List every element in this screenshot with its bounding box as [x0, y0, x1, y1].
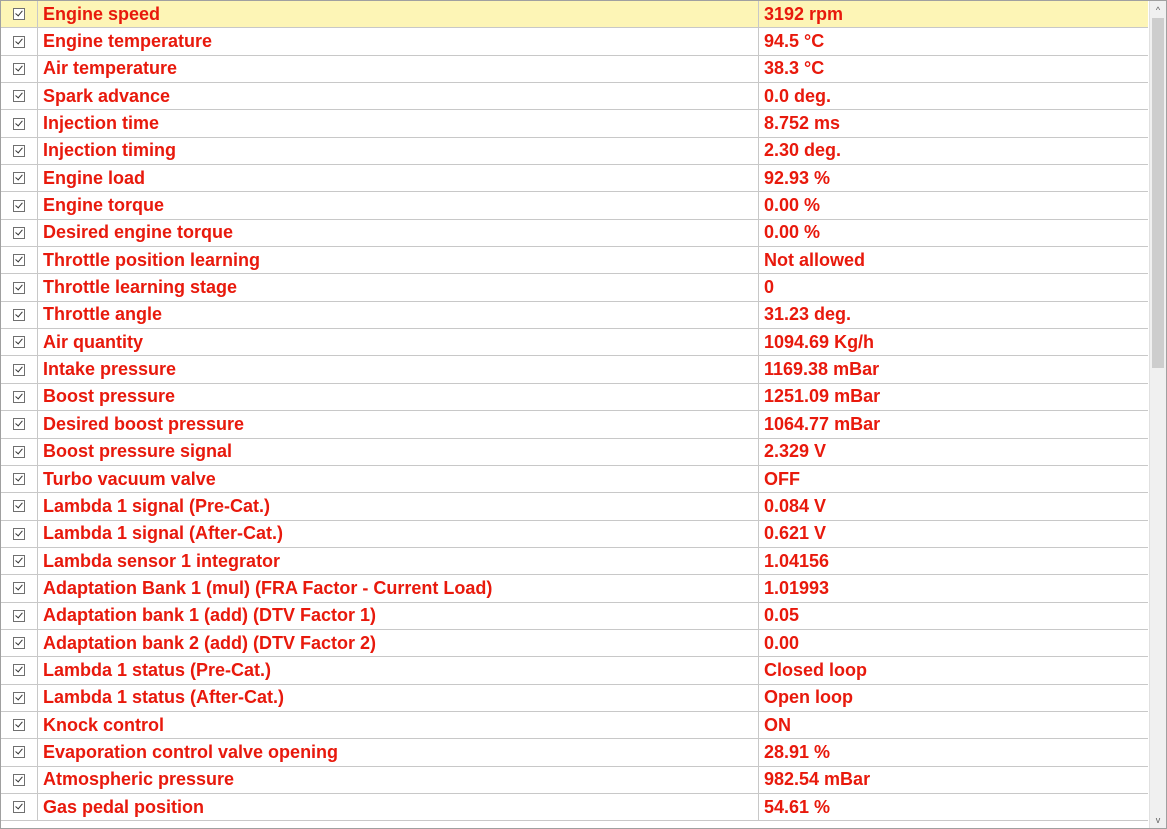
row-checkbox[interactable]: [1, 356, 38, 382]
checkbox-checked-icon: [13, 473, 25, 485]
table-row[interactable]: [1, 1, 1148, 28]
checkbox-checked-icon: [13, 664, 25, 676]
parameter-value: 2.329 V: [764, 441, 827, 462]
parameter-name: Throttle position learning: [38, 247, 759, 273]
parameter-value: 54.61 %: [764, 796, 831, 817]
parameter-grid: [1, 1, 1148, 828]
row-checkbox[interactable]: [1, 110, 38, 136]
checkbox-checked-icon: [13, 254, 25, 266]
checkbox-checked-icon: [13, 582, 25, 594]
table-row[interactable]: [1, 548, 1148, 575]
row-checkbox[interactable]: [1, 165, 38, 191]
row-checkbox[interactable]: [1, 439, 38, 465]
table-row[interactable]: [1, 657, 1148, 684]
table-row[interactable]: [1, 493, 1148, 520]
table-row[interactable]: [1, 767, 1148, 794]
parameter-value: 1094.69 Kg/h: [764, 331, 875, 352]
parameter-name: Lambda 1 signal (Pre-Cat.): [38, 493, 759, 519]
parameter-value: ON: [764, 714, 791, 735]
row-checkbox[interactable]: [1, 575, 38, 601]
parameter-value: 0.00 %: [764, 222, 821, 243]
parameter-value: 92.93 %: [764, 167, 831, 188]
parameter-name: Injection time: [38, 110, 759, 136]
table-row[interactable]: [1, 165, 1148, 192]
row-checkbox[interactable]: [1, 685, 38, 711]
chevron-down-icon: v: [1155, 814, 1161, 825]
checkbox-checked-icon: [13, 528, 25, 540]
parameter-name: Lambda sensor 1 integrator: [38, 548, 759, 574]
checkbox-checked-icon: [13, 200, 25, 212]
table-row[interactable]: [1, 192, 1148, 219]
row-checkbox[interactable]: [1, 274, 38, 300]
row-checkbox[interactable]: [1, 302, 38, 328]
row-checkbox[interactable]: [1, 56, 38, 82]
parameter-name: Air quantity: [38, 329, 759, 355]
row-checkbox[interactable]: [1, 83, 38, 109]
parameter-name: Throttle angle: [38, 302, 759, 328]
parameter-value: OFF: [764, 468, 800, 489]
table-row[interactable]: [1, 274, 1148, 301]
parameter-value: 8.752 ms: [764, 113, 841, 134]
table-row[interactable]: [1, 521, 1148, 548]
table-row[interactable]: [1, 138, 1148, 165]
row-checkbox[interactable]: [1, 794, 38, 820]
vertical-scrollbar[interactable]: [1149, 1, 1166, 828]
parameter-name: Lambda 1 status (Pre-Cat.): [38, 657, 759, 683]
parameter-value: 94.5 °C: [764, 31, 825, 52]
row-checkbox[interactable]: [1, 767, 38, 793]
table-row[interactable]: [1, 329, 1148, 356]
checkbox-checked-icon: [13, 610, 25, 622]
checkbox-checked-icon: [13, 8, 25, 20]
checkbox-checked-icon: [13, 227, 25, 239]
row-checkbox[interactable]: [1, 192, 38, 218]
table-row[interactable]: [1, 28, 1148, 55]
checkbox-checked-icon: [13, 90, 25, 102]
parameter-name: Turbo vacuum valve: [38, 466, 759, 492]
row-checkbox[interactable]: [1, 247, 38, 273]
row-checkbox[interactable]: [1, 739, 38, 765]
parameter-name: Evaporation control valve opening: [38, 739, 759, 765]
chevron-up-icon: ^: [1155, 4, 1161, 15]
checkbox-checked-icon: [13, 309, 25, 321]
table-row[interactable]: [1, 466, 1148, 493]
row-checkbox[interactable]: [1, 466, 38, 492]
parameter-name: Desired boost pressure: [38, 411, 759, 437]
checkbox-checked-icon: [13, 118, 25, 130]
checkbox-checked-icon: [13, 500, 25, 512]
row-checkbox[interactable]: [1, 28, 38, 54]
parameter-value: 1.04156: [764, 550, 830, 571]
parameter-name: Adaptation bank 2 (add) (DTV Factor 2): [38, 630, 759, 656]
row-checkbox[interactable]: [1, 411, 38, 437]
checkbox-checked-icon: [13, 145, 25, 157]
parameter-name: Air temperature: [38, 56, 759, 82]
row-checkbox[interactable]: [1, 138, 38, 164]
row-checkbox[interactable]: [1, 630, 38, 656]
parameter-name: Engine torque: [38, 192, 759, 218]
table-row[interactable]: [1, 302, 1148, 329]
table-row[interactable]: [1, 411, 1148, 438]
parameter-name: Boost pressure: [38, 384, 759, 410]
parameter-value: Open loop: [764, 687, 853, 708]
checkbox-checked-icon: [13, 418, 25, 430]
parameter-value: 1.01993: [764, 577, 830, 598]
parameter-value: 1064.77 mBar: [764, 413, 881, 434]
parameter-value: 0.00: [764, 632, 800, 653]
table-row[interactable]: [1, 439, 1148, 466]
parameter-value: 31.23 deg.: [764, 304, 852, 325]
parameter-value: 982.54 mBar: [764, 769, 871, 790]
parameter-name: Intake pressure: [38, 356, 759, 382]
row-checkbox[interactable]: [1, 329, 38, 355]
table-row[interactable]: [1, 794, 1148, 821]
row-checkbox[interactable]: [1, 384, 38, 410]
checkbox-checked-icon: [13, 282, 25, 294]
checkbox-checked-icon: [13, 391, 25, 403]
row-checkbox[interactable]: [1, 220, 38, 246]
parameter-value: 0.00 %: [764, 195, 821, 216]
table-row[interactable]: [1, 83, 1148, 110]
checkbox-checked-icon: [13, 555, 25, 567]
parameter-value: 0.621 V: [764, 523, 827, 544]
scrollbar-thumb[interactable]: [1152, 18, 1164, 368]
parameter-name: Desired engine torque: [38, 220, 759, 246]
checkbox-checked-icon: [13, 637, 25, 649]
row-checkbox[interactable]: [1, 1, 38, 27]
checkbox-checked-icon: [13, 172, 25, 184]
checkbox-checked-icon: [13, 446, 25, 458]
parameter-name: Adaptation bank 1 (add) (DTV Factor 1): [38, 603, 759, 629]
scroll-up-button[interactable]: [1150, 1, 1166, 18]
checkbox-checked-icon: [13, 801, 25, 813]
parameter-value: 0.084 V: [764, 495, 827, 516]
parameter-name: Atmospheric pressure: [38, 767, 759, 793]
parameter-name: Boost pressure signal: [38, 439, 759, 465]
table-row[interactable]: [1, 247, 1148, 274]
parameter-name: Lambda 1 status (After-Cat.): [38, 685, 759, 711]
row-checkbox[interactable]: [1, 493, 38, 519]
parameter-name: Spark advance: [38, 83, 759, 109]
checkbox-checked-icon: [13, 63, 25, 75]
checkbox-checked-icon: [13, 774, 25, 786]
parameter-value: 28.91 %: [764, 741, 831, 762]
parameter-value: 0.05: [764, 605, 800, 626]
checkbox-checked-icon: [13, 719, 25, 731]
row-checkbox[interactable]: [1, 521, 38, 547]
parameter-name: Lambda 1 signal (After-Cat.): [38, 521, 759, 547]
parameter-name: Gas pedal position: [38, 794, 759, 820]
row-checkbox[interactable]: [1, 603, 38, 629]
parameter-value: 0.0 deg.: [764, 85, 832, 106]
table-row[interactable]: [1, 56, 1148, 83]
checkbox-checked-icon: [13, 336, 25, 348]
parameter-name: Adaptation Bank 1 (mul) (FRA Factor - Current Load): [38, 575, 759, 601]
table-row[interactable]: [1, 630, 1148, 657]
row-checkbox[interactable]: [1, 657, 38, 683]
checkbox-checked-icon: [13, 36, 25, 48]
table-row[interactable]: [1, 110, 1148, 137]
table-row[interactable]: [1, 575, 1148, 602]
checkbox-checked-icon: [13, 364, 25, 376]
parameter-value: 3192 rpm: [764, 3, 844, 24]
checkbox-checked-icon: [13, 746, 25, 758]
parameter-name: Throttle learning stage: [38, 274, 759, 300]
parameter-name: Engine load: [38, 165, 759, 191]
table-row[interactable]: [1, 220, 1148, 247]
parameter-name: Knock control: [38, 712, 759, 738]
table-row[interactable]: [1, 712, 1148, 739]
parameter-name: Engine temperature: [38, 28, 759, 54]
table-row[interactable]: [1, 685, 1148, 712]
scroll-down-button[interactable]: [1150, 811, 1166, 828]
table-row[interactable]: [1, 384, 1148, 411]
parameter-name: Injection timing: [38, 138, 759, 164]
checkbox-checked-icon: [13, 692, 25, 704]
table-row[interactable]: [1, 739, 1148, 766]
row-checkbox[interactable]: [1, 712, 38, 738]
parameter-value: Not allowed: [764, 249, 866, 270]
parameter-value: 2.30 deg.: [764, 140, 842, 161]
parameter-value: 1169.38 mBar: [764, 359, 880, 380]
parameter-value: 38.3 °C: [764, 58, 825, 79]
parameter-value: 0: [764, 277, 775, 298]
table-row[interactable]: [1, 603, 1148, 630]
row-checkbox[interactable]: [1, 548, 38, 574]
parameter-value: Closed loop: [764, 659, 867, 680]
parameter-name: Engine speed: [38, 1, 759, 27]
table-row[interactable]: [1, 356, 1148, 383]
parameter-value: 1251.09 mBar: [764, 386, 881, 407]
